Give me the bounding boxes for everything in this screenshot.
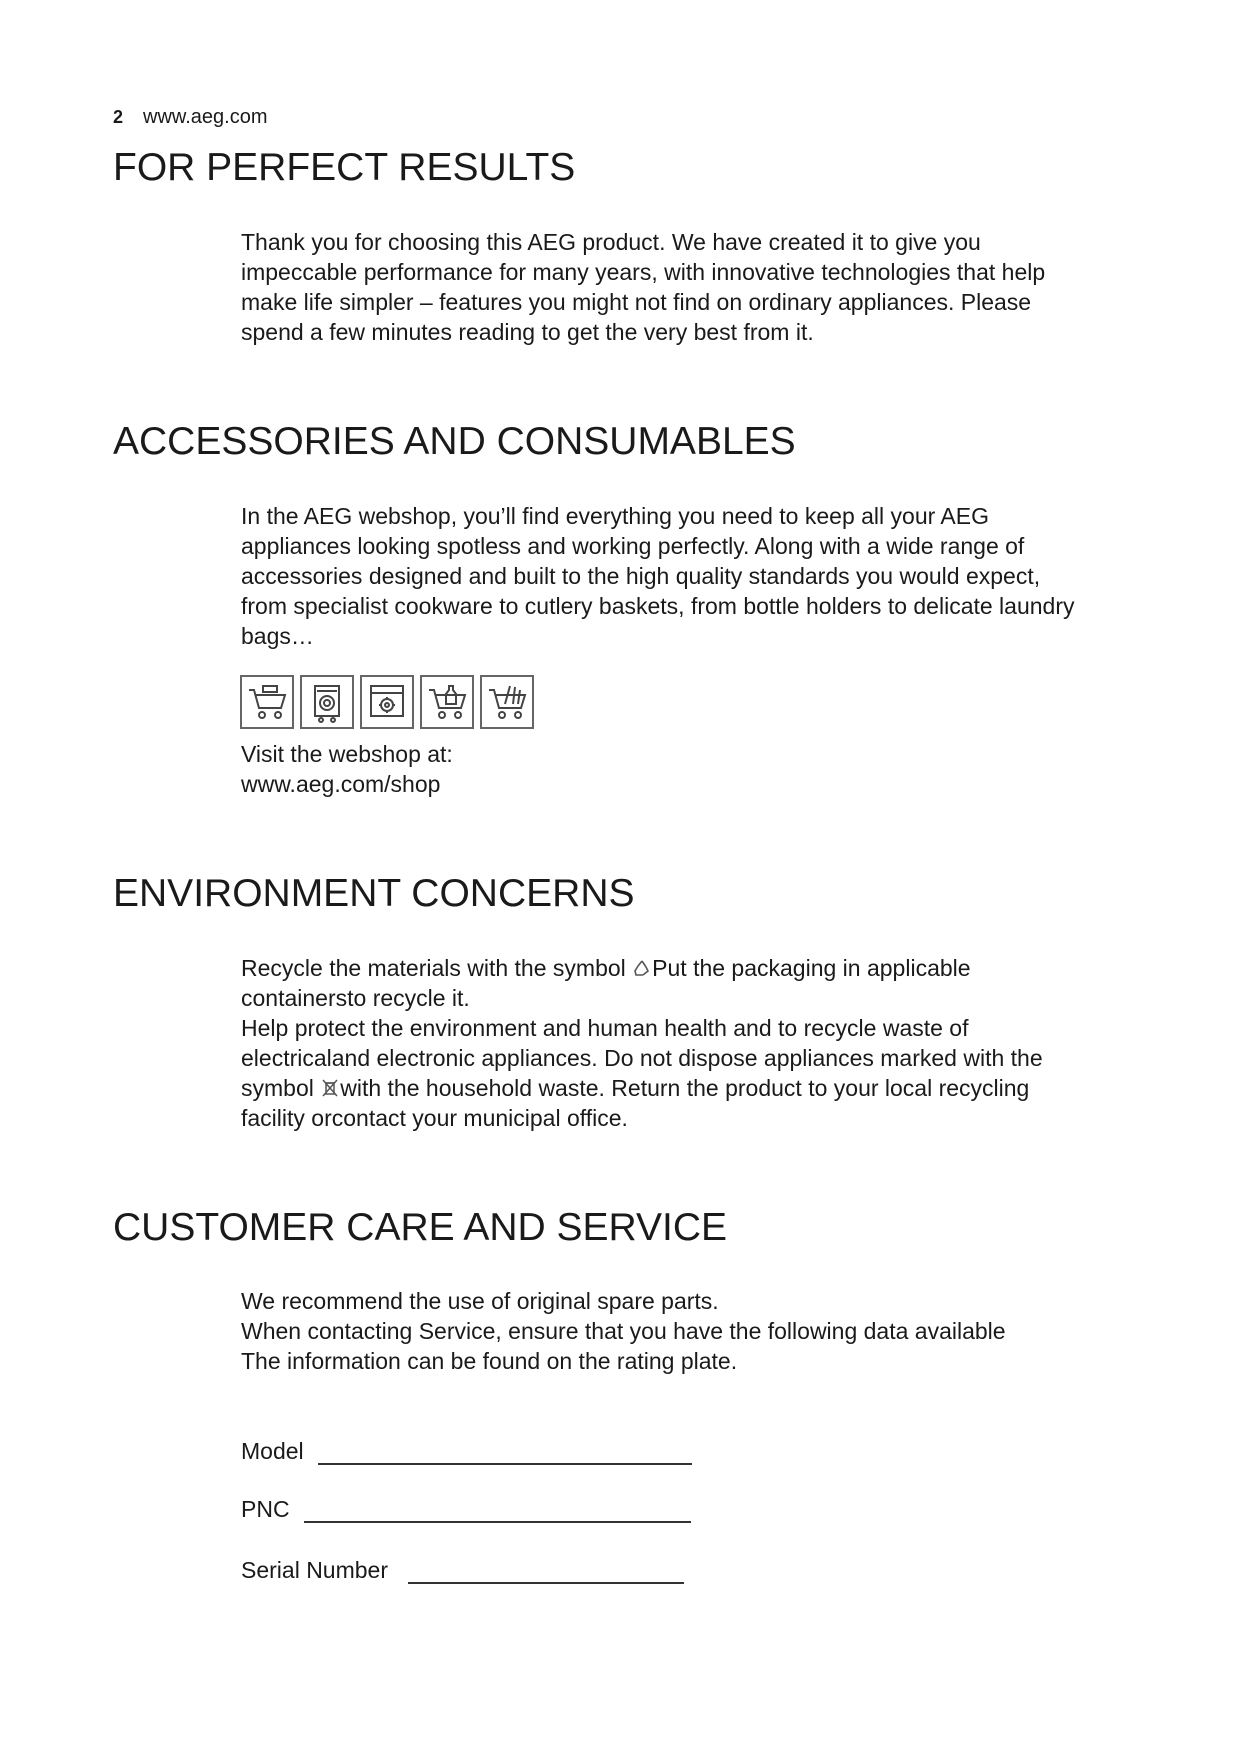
recycle-icon xyxy=(632,958,652,978)
header-url[interactable]: www.aeg.com xyxy=(143,106,268,128)
paragraph-line: We recommend the use of original spare parts. xyxy=(241,1288,719,1314)
pnc-label: PNC xyxy=(241,1496,290,1522)
section-title-perfect-results: FOR PERFECT RESULTS xyxy=(113,146,576,189)
section-title-accessories: ACCESSORIES AND CONSUMABLES xyxy=(113,420,796,463)
paragraph-line: facility orcontact your municipal office. xyxy=(241,1105,628,1131)
model-label: Model xyxy=(241,1438,304,1464)
webshop-url-link[interactable]: www.aeg.com/shop xyxy=(241,771,441,797)
pnc-field xyxy=(241,1496,691,1523)
crossed-bin-icon xyxy=(320,1078,340,1098)
model-blank-line xyxy=(318,1441,692,1465)
page-number: 2 xyxy=(113,107,124,127)
paragraph-line: from specialist cookware to cutlery baskets, from bottle holders to delicate laundry xyxy=(241,593,1075,619)
accessories-paragraph xyxy=(241,501,1161,651)
perfect-results-paragraph xyxy=(241,227,1161,347)
cart-oven-icon xyxy=(360,675,414,729)
serial-number-label: Serial Number xyxy=(241,1557,388,1583)
paragraph-line: symbol with the household waste. Return the product to your local recycling xyxy=(241,1075,1030,1101)
section-title-customer-care: CUSTOMER CARE AND SERVICE xyxy=(113,1206,728,1249)
webshop-visit-label: Visit the webshop at: xyxy=(241,741,453,767)
paragraph-line: spend a few minutes reading to get the very best from it. xyxy=(241,319,814,345)
pnc-blank-line xyxy=(304,1499,691,1523)
paragraph-line: accessories designed and built to the high quality standards you would expect, xyxy=(241,563,1041,589)
customer-care-paragraph xyxy=(241,1286,1161,1376)
serial-number-blank-line xyxy=(408,1560,684,1584)
paragraph-line: Recycle the materials with the symbol Put the packaging in applicable xyxy=(241,955,971,981)
paragraph-line: impeccable performance for many years, with innovative technologies that help xyxy=(241,259,1046,285)
page-header xyxy=(113,106,268,129)
paragraph-line: Thank you for choosing this AEG product. We have created it to give you xyxy=(241,229,981,255)
model-field xyxy=(241,1438,692,1465)
webshop-icon-row xyxy=(240,675,534,729)
serial-number-field xyxy=(241,1557,684,1584)
paragraph-line: When contacting Service, ensure that you have the following data available xyxy=(241,1318,1006,1344)
cart-cooktop-icon xyxy=(240,675,294,729)
paragraph-line: containersto recycle it. xyxy=(241,985,470,1011)
paragraph-line: The information can be found on the rating plate. xyxy=(241,1348,738,1374)
cart-washer-icon xyxy=(300,675,354,729)
cart-bottle-icon xyxy=(420,675,474,729)
paragraph-line: make life simpler – features you might not find on ordinary appliances. Please xyxy=(241,289,1032,315)
paragraph-line: In the AEG webshop, you’ll find everything you need to keep all your AEG xyxy=(241,503,989,529)
section-title-environment: ENVIRONMENT CONCERNS xyxy=(113,872,635,915)
paragraph-line: bags… xyxy=(241,623,314,649)
webshop-visit-block xyxy=(241,739,1161,799)
paragraph-line: Help protect the environment and human health and to recycle waste of xyxy=(241,1015,969,1041)
cart-tools-icon xyxy=(480,675,534,729)
paragraph-line: electricaland electronic appliances. Do not dispose appliances marked with the xyxy=(241,1045,1043,1071)
environment-paragraph xyxy=(241,953,1161,1133)
paragraph-line: appliances looking spotless and working perfectly. Along with a wide range of xyxy=(241,533,1025,559)
